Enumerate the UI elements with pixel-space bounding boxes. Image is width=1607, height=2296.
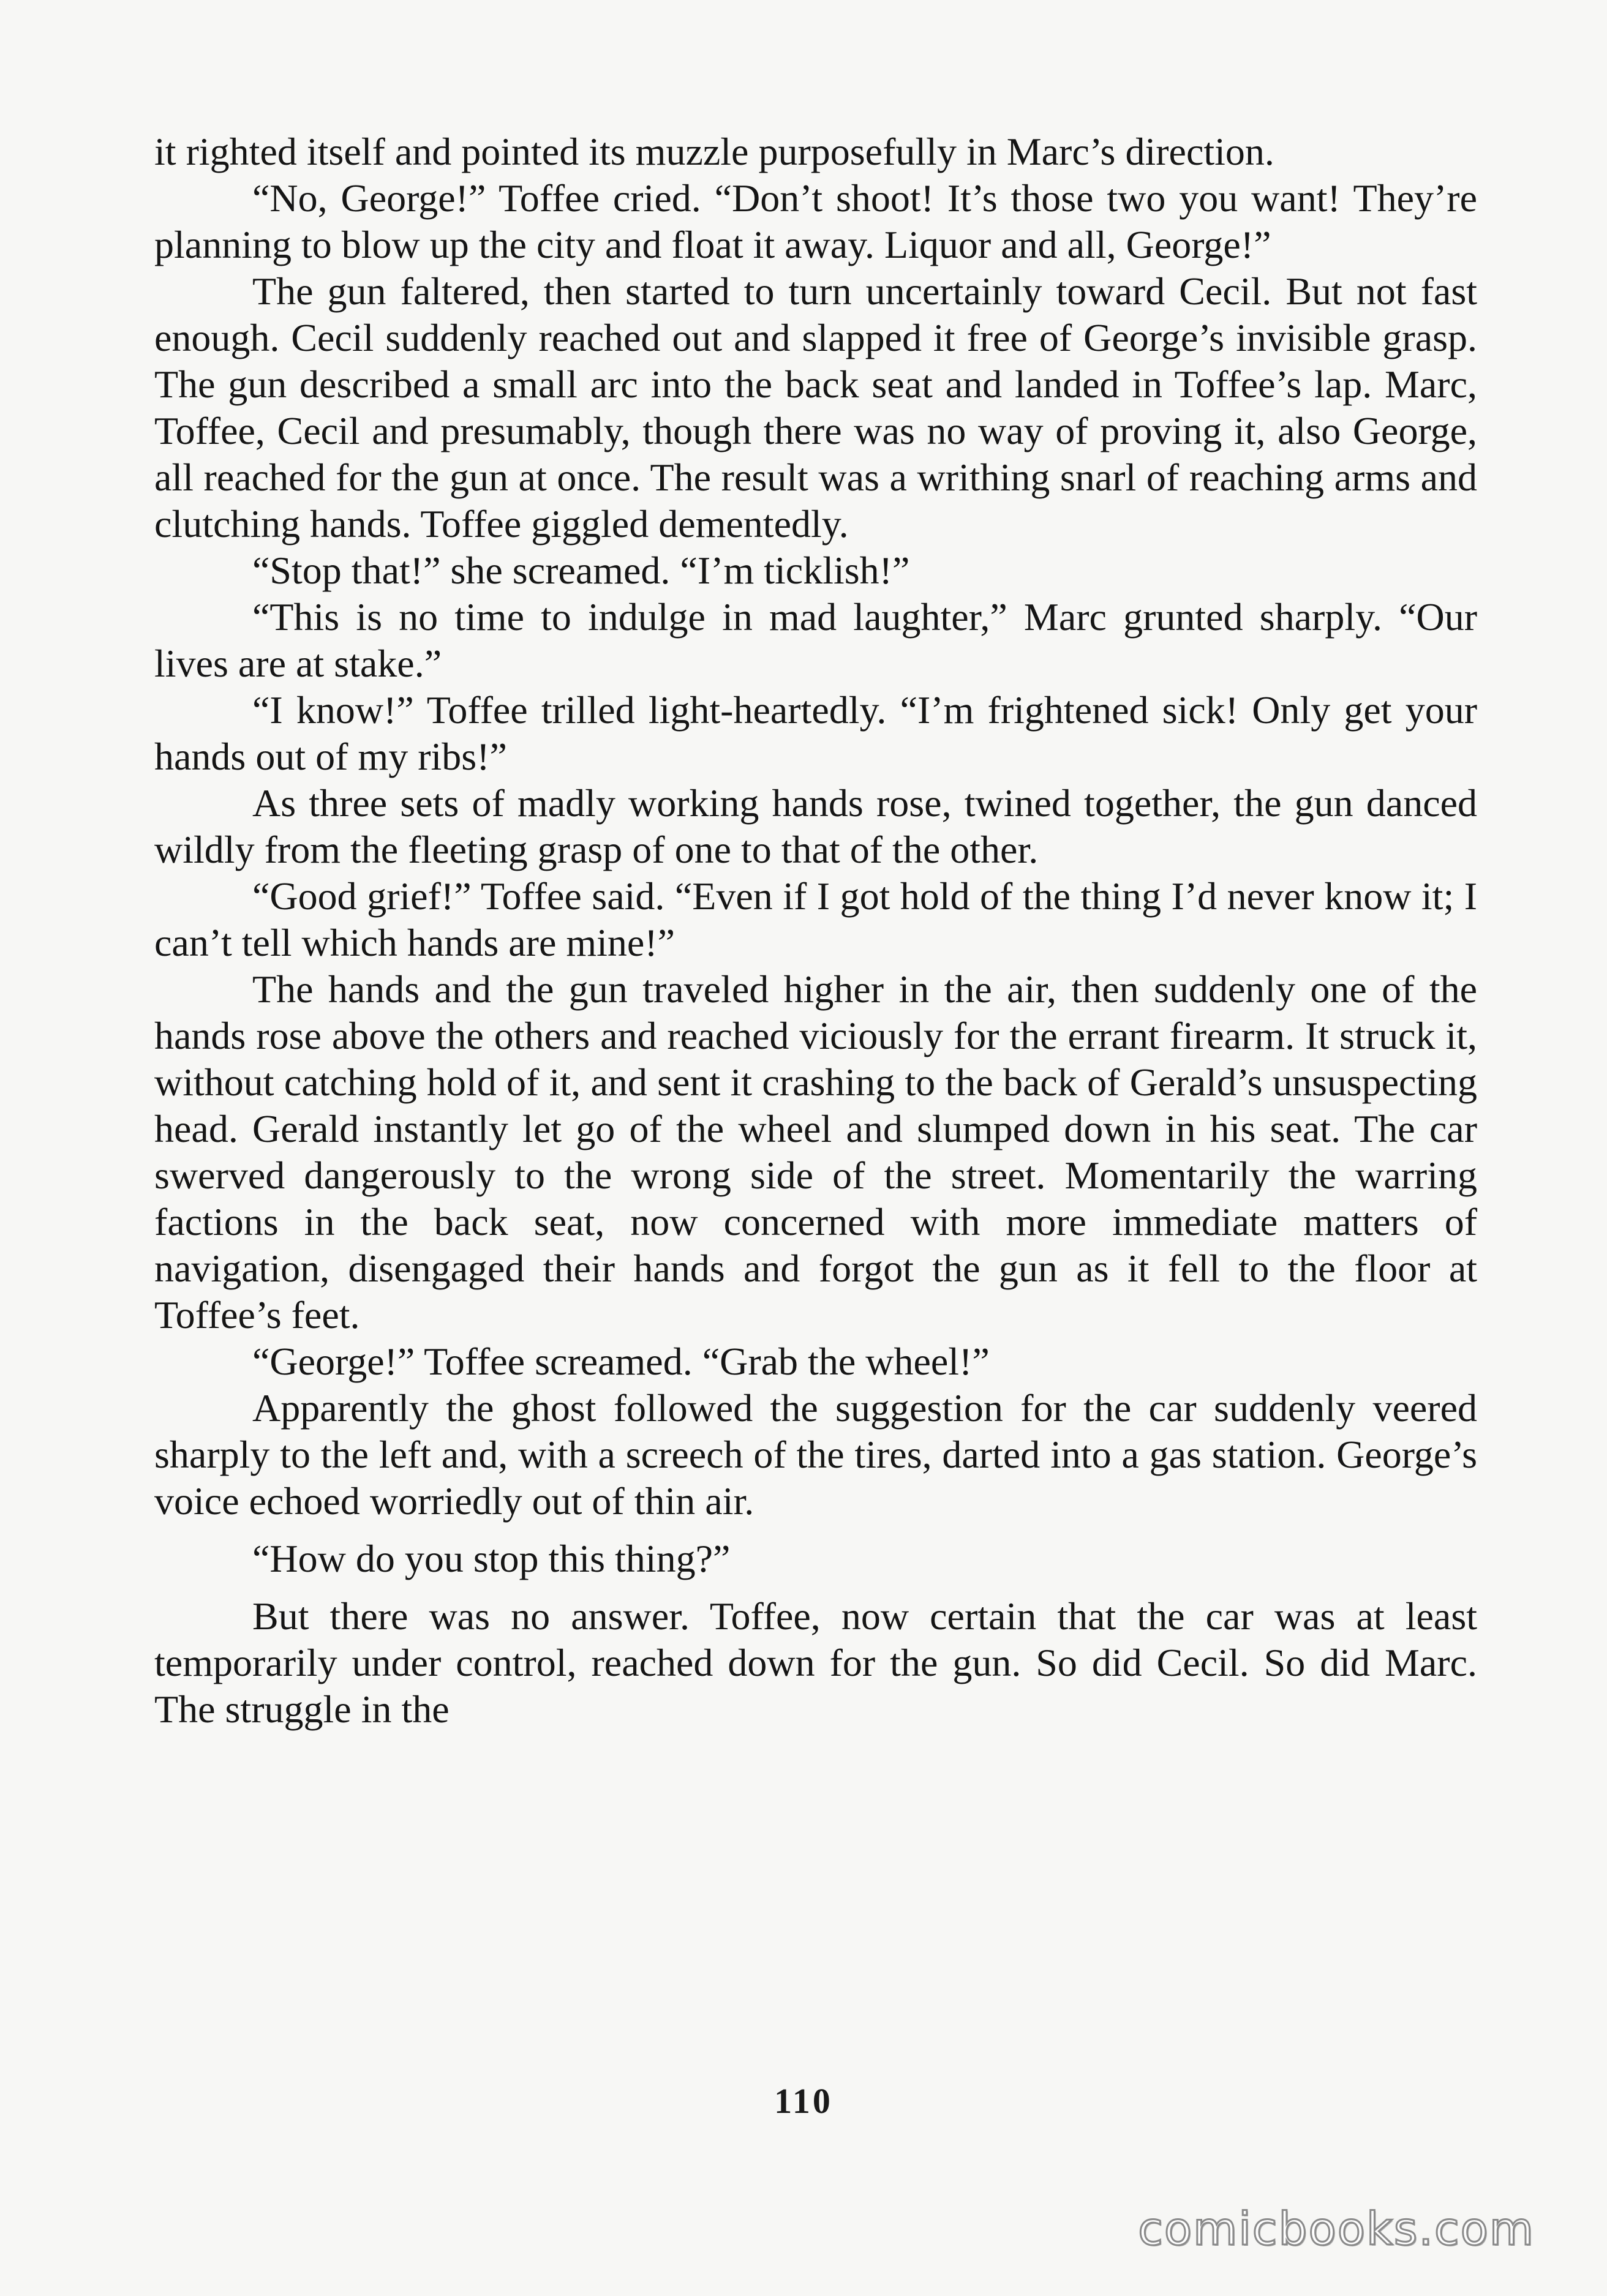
body-text bbox=[154, 129, 1477, 1733]
paragraph: But there was no answer. Toffee, now certain that the car was at least temporarily under control, reached down for the gun. So did Cecil. So did Marc. The struggle in the bbox=[154, 1594, 1477, 1731]
paragraph: “I know!” Toffee trilled light-heartedly. “I’m frightened sick! Only get your hands out of my ribs!” bbox=[154, 688, 1477, 778]
paragraph: “George!” Toffee screamed. “Grab the wheel!” bbox=[252, 1340, 990, 1383]
paragraph: “No, George!” Toffee cried. “Don’t shoot! It’s those two you want! They’re planning to blow up the city and float it away. Liquor and all, George!” bbox=[154, 176, 1477, 266]
paragraph: Apparently the ghost followed the suggestion for the car suddenly veered sharply to the left and, with a screech of the tires, darted into a gas station. George’s voice echoed worriedly out of thin air. bbox=[154, 1386, 1477, 1523]
page-number: 110 bbox=[774, 2081, 833, 2121]
paragraph: As three sets of madly working hands rose, twined together, the gun danced wildly from the fleeting grasp of one to that of the other. bbox=[154, 781, 1477, 871]
paragraph: The hands and the gun traveled higher in the air, then suddenly one of the hands rose above the others and reached viciously for the errant firearm. It struck it, without catching hold of it, and sent it crashing to the back of Gerald’s unsuspecting head. Gerald instantly let go of the wheel and slumped down in his seat. The car swerved dangerously to the wrong side of the street. Momentarily the warring factions in the back seat, now concerned with more immediate matters of navigation, disengaged their hands and forgot the gun as it fell to the floor at Toffee’s feet. bbox=[154, 967, 1477, 1337]
paragraph: “Good grief!” Toffee said. “Even if I got hold of the thing I’d never know it; I can’t tell which hands are mine!” bbox=[154, 874, 1477, 964]
watermark-logo: comicbooks.com bbox=[1138, 2203, 1535, 2256]
paragraph: “This is no time to indulge in mad laughter,” Marc grunted sharply. “Our lives are at stake.” bbox=[154, 595, 1477, 685]
paragraph: it righted itself and pointed its muzzle purposefully in Marc’s direction. bbox=[154, 130, 1274, 173]
paragraph: “How do you stop this thing?” bbox=[252, 1537, 731, 1580]
paragraph: “Stop that!” she screamed. “I’m ticklish!” bbox=[252, 549, 910, 592]
paragraph: The gun faltered, then started to turn uncertainly toward Cecil. But not fast enough. Cecil suddenly reached out and slapped it free of George’s invisible grasp. The gun described a small arc into the back seat and landed in Toffee’s lap. Marc, Toffee, Cecil and presumably, though there was no way of proving it, also George, all reached for the gun at once. The result was a writhing snarl of reaching arms and clutching hands. Toffee giggled dementedly. bbox=[154, 269, 1477, 546]
